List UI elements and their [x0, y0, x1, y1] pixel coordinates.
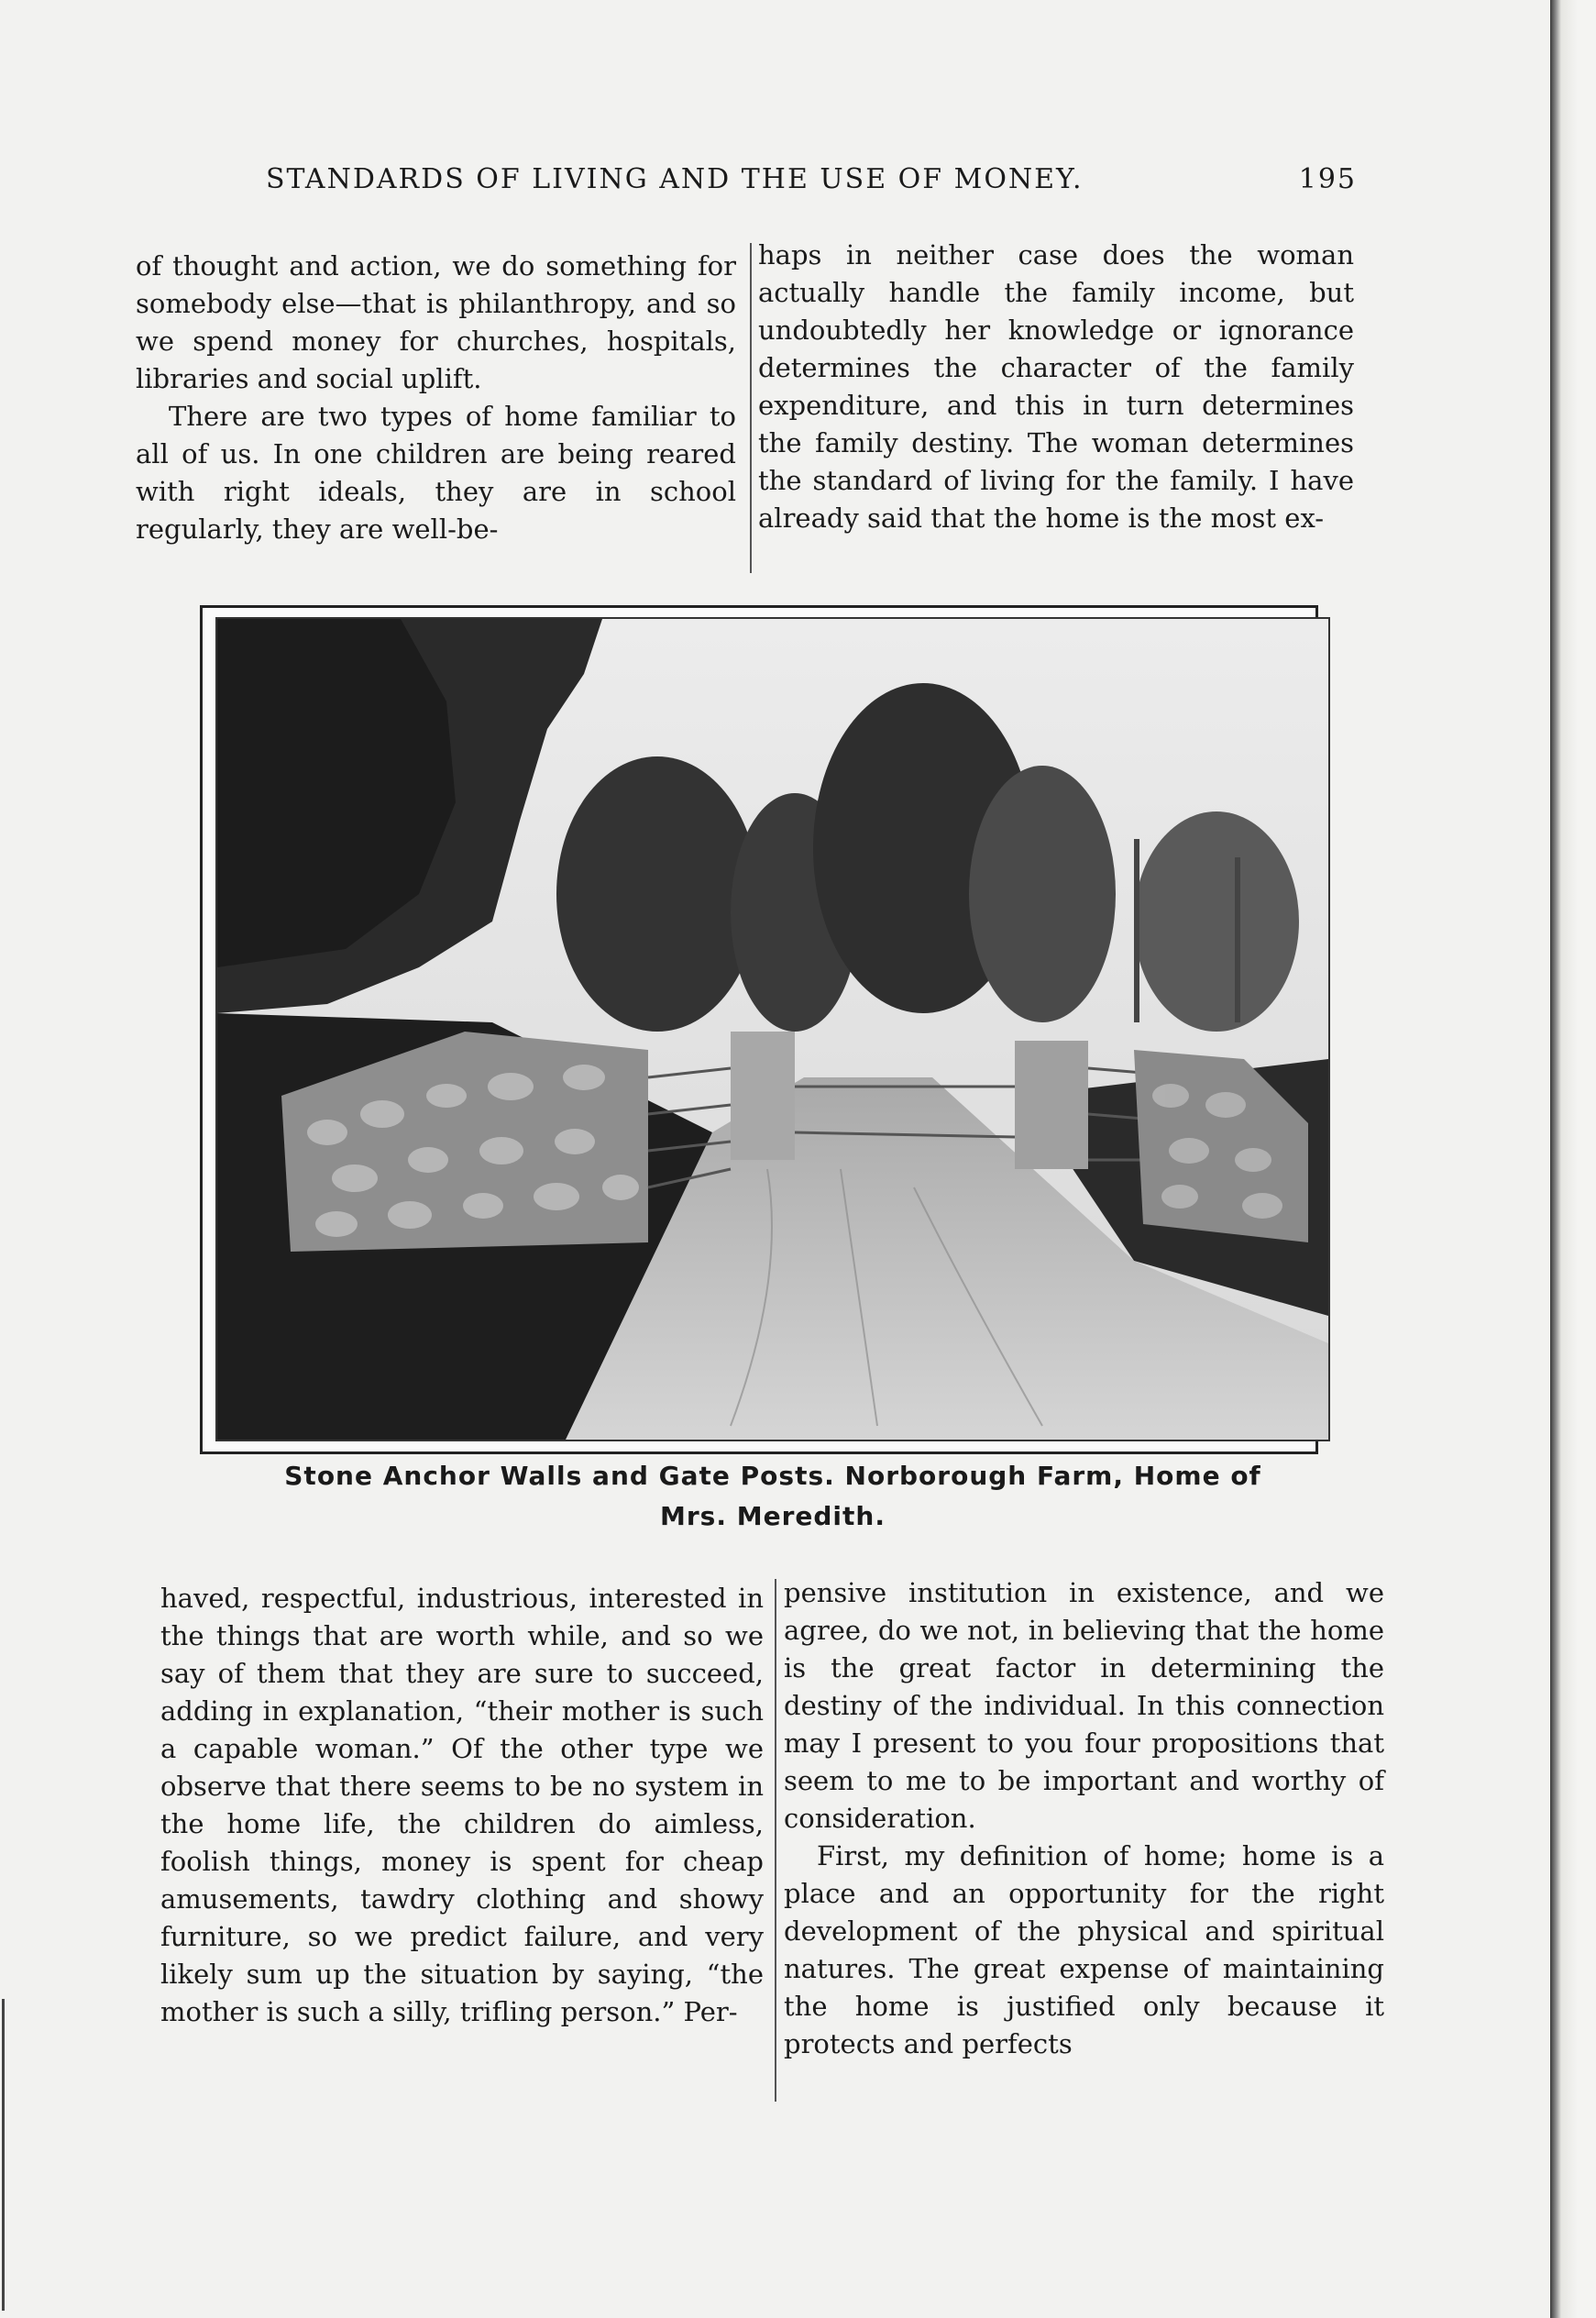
- caption-line: Stone Anchor Walls and Gate Posts. Norborough Farm, Home of: [284, 1461, 1261, 1491]
- column-bottom-right: [784, 1574, 1384, 2063]
- paragraph: haved, respectful, industrious, interested in the things that are worth while, and so we say of them that they are sure to succeed, adding in explanation, “their mother is such a capable woman.” Of the other type we observe that there seems to be no system in the home life, the children do aimless, foolish things, money is spent for cheap amusements, tawdry clothing and showy furniture, so we predict failure, and very likely sum up the situation by saying, “the mother is such a silly, trifling person.” Per-: [160, 1583, 764, 2027]
- running-header: [257, 163, 1357, 200]
- column-divider: [775, 1579, 776, 2102]
- paragraph: pensive institution in existence, and we agree, do we not, in believing that the home is the great factor in determining the destiny of the individual. In this connection may I present to you four propositions that seem to me to be important and worthy of consideration.: [784, 1577, 1384, 1834]
- running-title: STANDARDS OF LIVING AND THE USE OF MONEY.: [266, 163, 1084, 195]
- photo-stone-gate: [215, 617, 1330, 1441]
- figure-photo: [200, 605, 1318, 1454]
- page-binding-edge: [1550, 0, 1596, 2318]
- paragraph: of thought and action, we do something for somebody else—that is philanthropy, and so we spend money for churches, hospitals, libraries and social uplift.: [136, 250, 736, 394]
- column-bottom-left: [160, 1580, 764, 2031]
- paragraph: First, my definition of home; home is a place and an opportunity for the right development of the physical and spiritual natures. The great expense of maintaining the home is justified only because it protects and perfects: [784, 1840, 1384, 2059]
- paragraph: haps in neither case does the woman actually handle the family income, but undoubtedly her knowledge or ignorance determines the character of the family expenditure, and this in turn determines the family destiny. The woman determines the standard of living for the family. I have already said that the home is the most ex-: [758, 239, 1354, 534]
- caption-line: Mrs. Meredith.: [660, 1501, 886, 1531]
- column-divider: [750, 243, 752, 573]
- margin-rule: [2, 1999, 5, 2311]
- figure-caption: [200, 1456, 1346, 1537]
- column-top-left: [136, 248, 736, 548]
- page-number: 195: [1298, 163, 1357, 195]
- column-top-right: [758, 237, 1354, 537]
- paragraph: There are two types of home familiar to all of us. In one children are being reared with right ideals, they are in school regularly, they are well-be-: [136, 401, 736, 545]
